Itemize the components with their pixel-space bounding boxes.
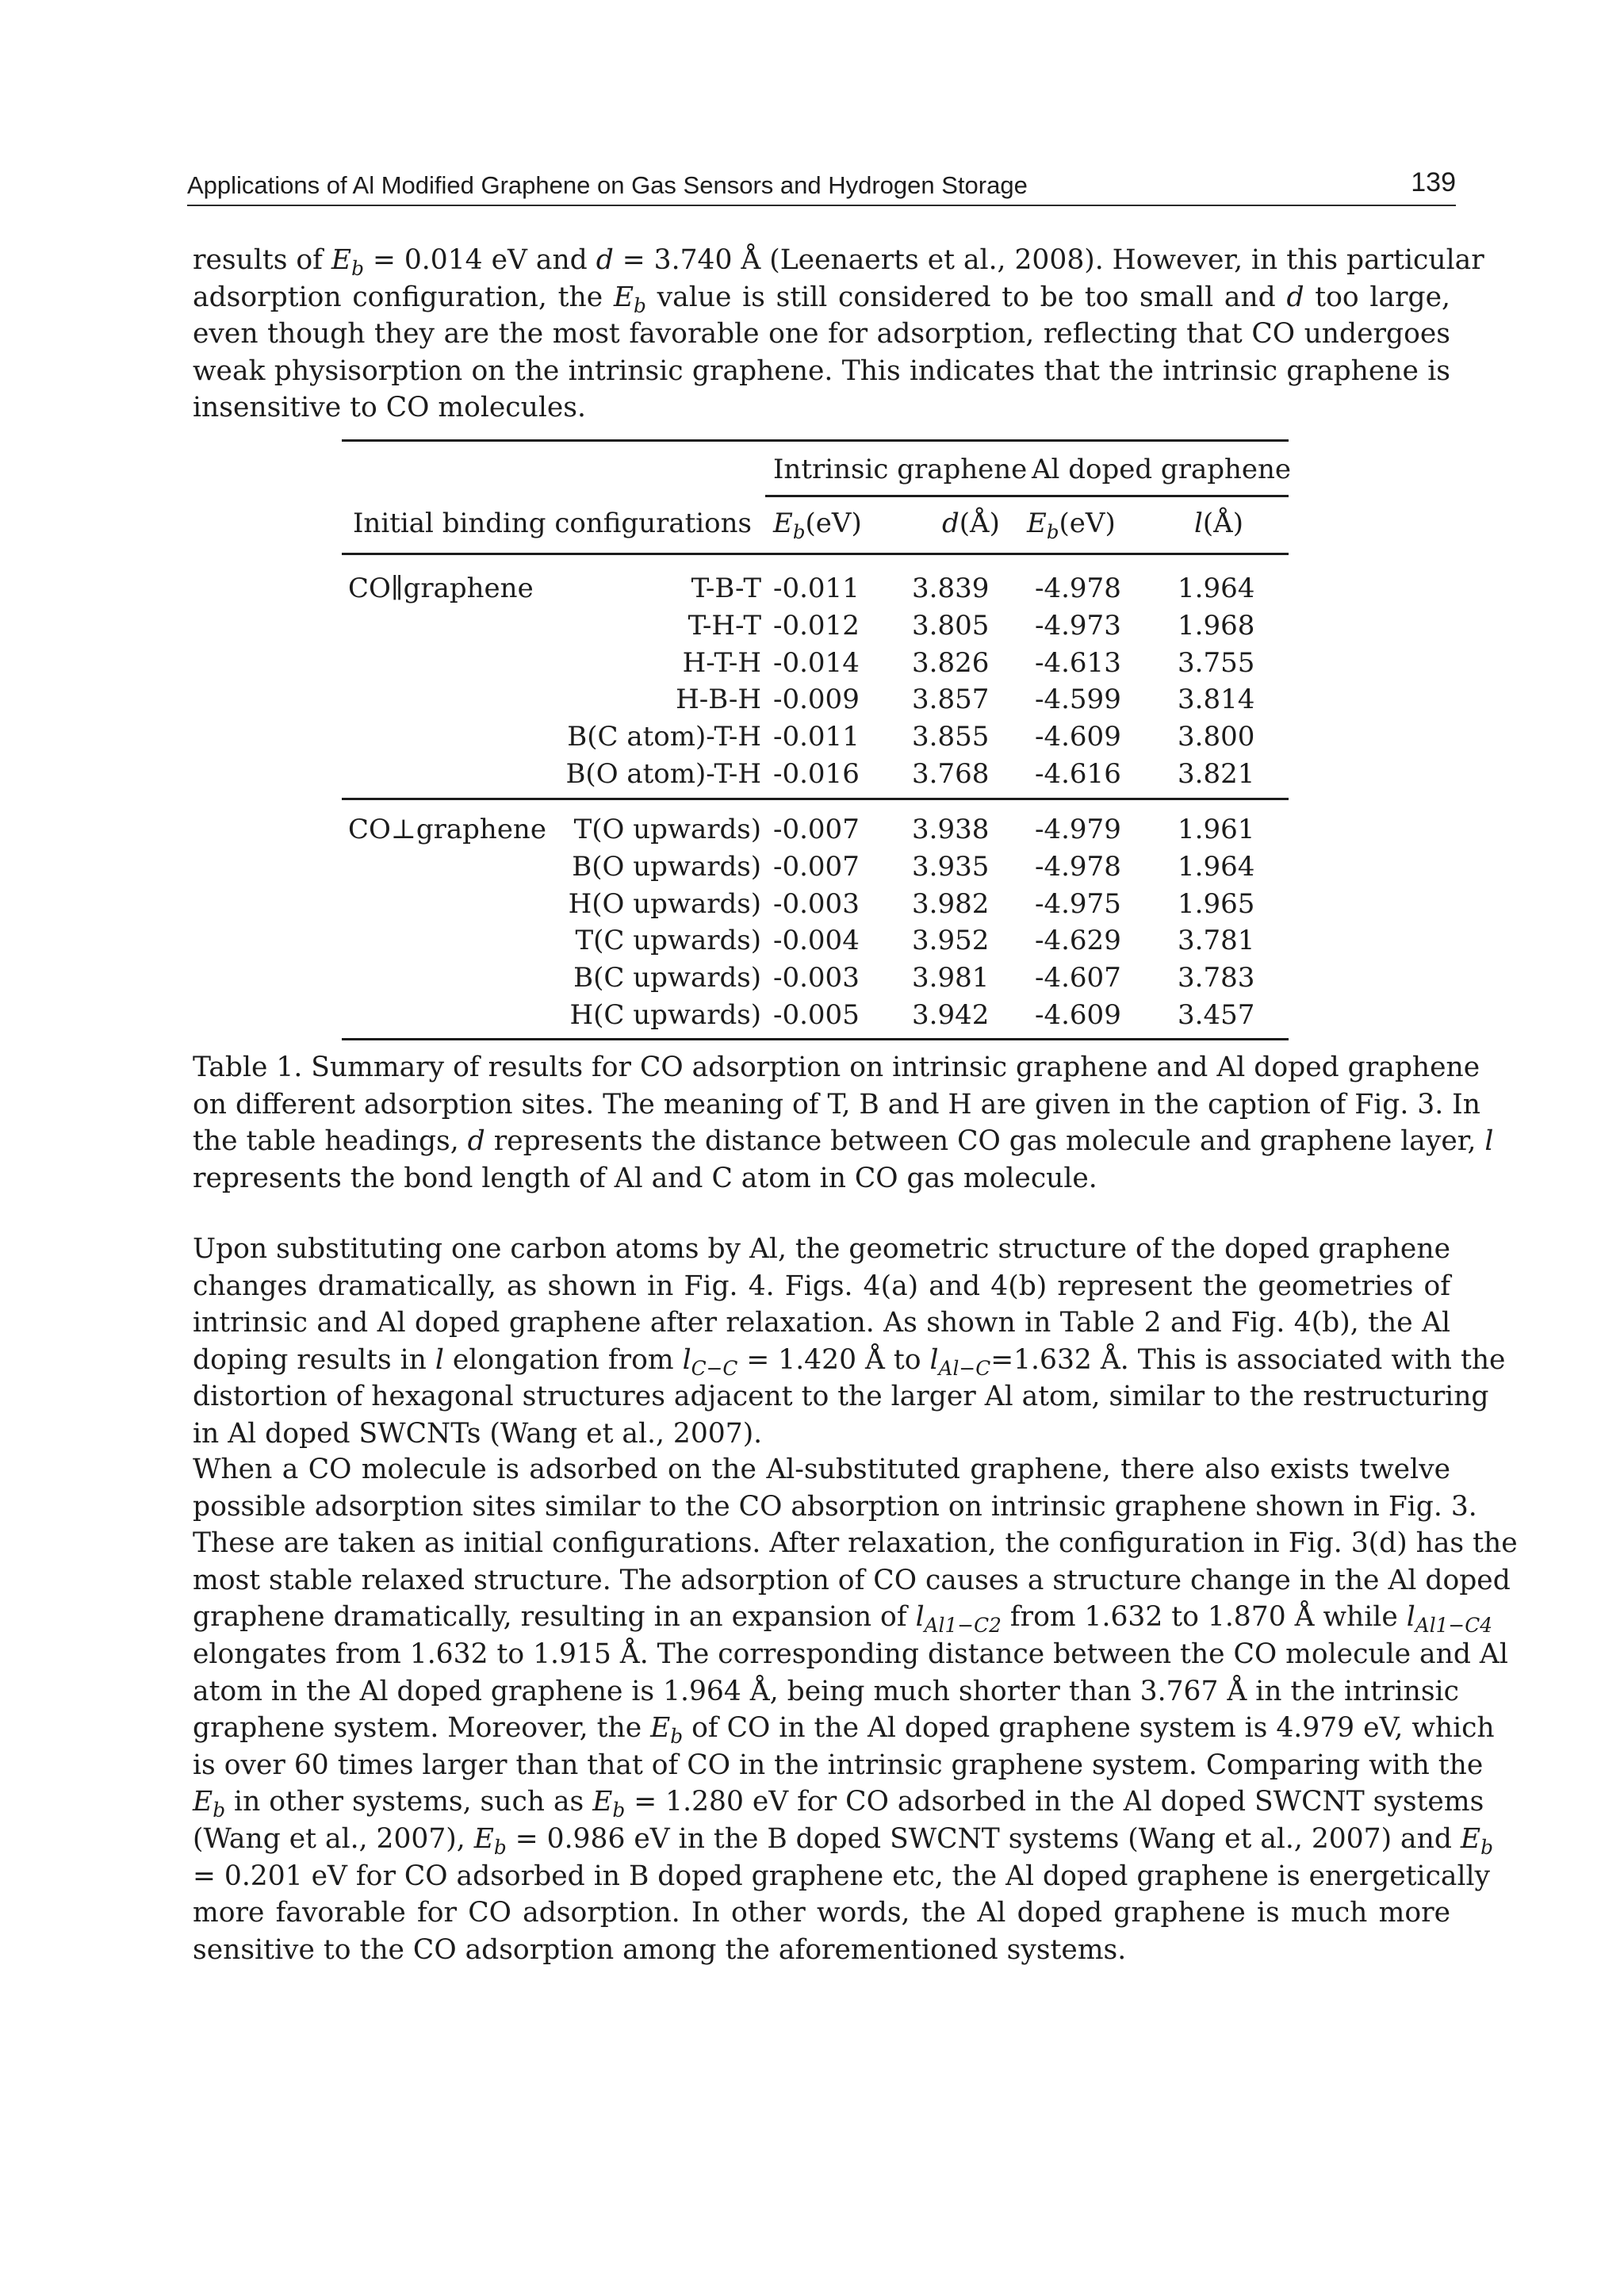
text-run: is over 60 times larger than that of CO in the intrinsic graphene system. Comparing with the xyxy=(193,1749,1484,1781)
column-header xyxy=(773,508,862,543)
table-cell-intrinsic-eb: -0.004 xyxy=(773,925,860,957)
table-cell-al-eb: -4.629 xyxy=(1035,925,1121,957)
table-cell-intrinsic-eb: -0.007 xyxy=(773,814,860,845)
text-run: atom in the Al doped graphene is 1.964 Å, being much shorter than 3.767 Å in the intrinsic xyxy=(193,1675,1459,1707)
text-line xyxy=(193,1160,1450,1197)
text-run: elongation from xyxy=(443,1343,683,1376)
table-cell-site: B(C upwards) xyxy=(573,962,761,994)
text-line xyxy=(193,1488,1477,1526)
table-cell-site: B(O upwards) xyxy=(572,850,761,883)
table-cell-al-eb: -4.609 xyxy=(1035,999,1121,1031)
math-variable: E xyxy=(592,1786,613,1818)
text-run: intrinsic and Al doped graphene after relaxation. As shown in Table 2 and Fig. 4(b), the Al xyxy=(193,1307,1450,1339)
text-line xyxy=(193,1673,1459,1711)
text-run: (Å) xyxy=(959,508,1000,539)
table-cell-al-eb: -4.978 xyxy=(1035,850,1121,883)
table-cell-al-l: 1.965 xyxy=(1178,887,1255,920)
table-cell-intrinsic-eb: -0.003 xyxy=(773,887,860,920)
table-cell-intrinsic-d: 3.935 xyxy=(912,850,990,883)
text-run: graphene dramatically, resulting in an expansion of xyxy=(193,1601,916,1634)
table-cell-intrinsic-d: 3.826 xyxy=(912,646,990,679)
text-run: insensitive to CO molecules. xyxy=(193,392,586,424)
text-line xyxy=(193,1086,1481,1124)
text-line xyxy=(193,1268,1450,1305)
subscript: b xyxy=(213,1799,226,1822)
table-cell-intrinsic-d: 3.982 xyxy=(912,887,990,920)
text-run: (eV) xyxy=(805,508,862,539)
text-line xyxy=(193,1304,1450,1342)
text-line xyxy=(193,1783,1484,1822)
text-run: too large, xyxy=(1304,281,1450,313)
table-cell-intrinsic-d: 3.981 xyxy=(912,962,990,994)
table-cell-al-eb: -4.613 xyxy=(1035,646,1121,679)
table-cell-al-eb: -4.978 xyxy=(1035,573,1121,604)
table-cell-al-eb: -4.979 xyxy=(1035,814,1121,845)
table-cell-intrinsic-eb: -0.011 xyxy=(773,721,860,753)
results-table xyxy=(342,439,1292,1042)
table-cell-intrinsic-eb: -0.009 xyxy=(773,684,860,716)
text-run: = 0.986 eV in the B doped SWCNT systems (Wang et al., 2007) and xyxy=(506,1822,1461,1855)
table-cell-site: B(O atom)-T-H xyxy=(565,758,761,790)
text-line xyxy=(193,1049,1480,1086)
text-line xyxy=(193,389,1450,427)
text-line xyxy=(193,1710,1495,1749)
subscript: b xyxy=(1480,1835,1493,1859)
paragraph-co-adsorption xyxy=(193,1451,1518,1968)
table-cell-al-l: 3.755 xyxy=(1178,646,1255,679)
running-header xyxy=(187,162,1456,206)
table-cell-al-eb: -4.973 xyxy=(1035,609,1121,642)
math-variable: E xyxy=(1460,1822,1481,1855)
text-run: possible adsorption sites similar to the CO absorption on intrinsic graphene shown in Fig. 3. xyxy=(193,1490,1477,1523)
subscript: b xyxy=(634,293,646,317)
math-variable: E xyxy=(193,1786,213,1818)
text-run: weak physisorption on the intrinsic graphene. This indicates that the intrinsic graphene is xyxy=(193,354,1450,387)
subscript: Al1−C4 xyxy=(1415,1614,1493,1638)
text-line xyxy=(193,1451,1450,1488)
text-line xyxy=(193,242,1484,280)
table-cell-al-l: 3.783 xyxy=(1178,962,1255,994)
table-cell-intrinsic-d: 3.805 xyxy=(912,609,990,642)
text-run: When a CO molecule is adsorbed on the Al-substituted graphene, there also exists twelve xyxy=(193,1454,1450,1485)
row-header: Initial binding configurations xyxy=(353,508,752,539)
text-line xyxy=(193,1342,1506,1380)
text-run: (Wang et al., 2007), xyxy=(193,1822,474,1855)
math-variable: d xyxy=(467,1125,485,1158)
table-cell-site: B(C atom)-T-H xyxy=(567,721,761,753)
table-cell-site: H-B-H xyxy=(676,684,761,716)
text-line xyxy=(193,1525,1518,1562)
text-run: adsorption configuration, the xyxy=(193,281,614,313)
table-cell-al-l: 3.457 xyxy=(1178,999,1255,1031)
text-line xyxy=(193,1378,1489,1416)
table-header-rule xyxy=(342,553,1289,555)
text-run: = 3.740 Å (Leenaerts et al., 2008). However, in this particular xyxy=(613,244,1484,276)
table-cell-intrinsic-eb: -0.005 xyxy=(773,999,860,1031)
table-cell-al-l: 1.964 xyxy=(1178,850,1255,883)
page-number: 139 xyxy=(1411,167,1456,197)
subscript: b xyxy=(792,519,806,543)
text-run: Table 1. Summary of results for CO adsorption on intrinsic graphene and Al doped graphene xyxy=(193,1052,1480,1083)
math-variable: E xyxy=(473,1822,494,1855)
text-run: represents the bond length of Al and C atom in CO gas molecule. xyxy=(193,1162,1097,1194)
text-line xyxy=(193,1747,1484,1784)
table-cell-al-l: 1.961 xyxy=(1178,814,1255,845)
math-variable: E xyxy=(1027,508,1047,539)
text-line xyxy=(193,1932,1450,1969)
text-line xyxy=(193,1858,1491,1895)
text-run: more favorable for CO adsorption. In other words, the Al doped graphene is much more xyxy=(193,1897,1450,1929)
text-run: from 1.632 to 1.870 Å while xyxy=(1001,1601,1407,1634)
text-line xyxy=(193,353,1450,390)
text-run: = 1.280 eV for CO adsorbed in the Al doped SWCNT systems xyxy=(625,1786,1484,1818)
table-cell-intrinsic-d: 3.855 xyxy=(912,721,990,753)
table-cell-intrinsic-eb: -0.011 xyxy=(773,573,860,604)
table-cell-site: T(O upwards) xyxy=(573,814,761,845)
running-title: Applications of Al Modified Graphene on Gas Sensors and Hydrogen Storage xyxy=(187,171,1028,199)
table-cell-site: T-B-T xyxy=(691,573,761,604)
text-run: elongates from 1.632 to 1.915 Å. The corresponding distance between the CO molecule and Al xyxy=(193,1638,1508,1670)
text-run: in other systems, such as xyxy=(225,1786,593,1818)
al-doped-graphene-header: Al doped graphene xyxy=(1032,454,1292,485)
text-run: results of xyxy=(193,244,331,276)
text-run: on different adsorption sites. The meaning of T, B and H are given in the caption of Fig. 3. In xyxy=(193,1088,1481,1121)
text-run: (Å) xyxy=(1202,508,1243,539)
text-line xyxy=(193,1636,1508,1673)
table-cell-al-eb: -4.975 xyxy=(1035,887,1121,920)
table-cell-al-l: 3.781 xyxy=(1178,925,1255,957)
table-cell-al-eb: -4.616 xyxy=(1035,758,1121,790)
math-variable: l xyxy=(1406,1601,1415,1634)
math-variable: l xyxy=(682,1343,691,1376)
table-cell-intrinsic-eb: -0.003 xyxy=(773,962,860,994)
subscript: b xyxy=(670,1725,684,1749)
table-cell-site: T-H-T xyxy=(688,609,761,642)
table-cell-site: T(C upwards) xyxy=(575,925,761,957)
subscript: Al−C xyxy=(938,1356,991,1380)
subscript: b xyxy=(493,1835,507,1859)
math-variable: l xyxy=(929,1343,939,1376)
text-line xyxy=(193,1821,1493,1859)
table-cell-intrinsic-d: 3.768 xyxy=(912,758,990,790)
table-group-divider xyxy=(342,798,1289,800)
table-cell-intrinsic-eb: -0.016 xyxy=(773,758,860,790)
text-run: These are taken as initial configurations. After relaxation, the configuration in Fig. 3(d) has the xyxy=(193,1527,1518,1560)
table-cell-al-l: 3.800 xyxy=(1178,721,1255,753)
table-cell-intrinsic-eb: -0.012 xyxy=(773,609,860,642)
subscript: Al1−C2 xyxy=(924,1614,1002,1638)
table-cell-al-l: 3.814 xyxy=(1178,684,1255,716)
table-cell-al-eb: -4.599 xyxy=(1035,684,1121,716)
text-run: (eV) xyxy=(1059,508,1116,539)
table-cell-al-l: 1.964 xyxy=(1178,573,1255,604)
math-variable: E xyxy=(331,244,352,276)
table-cell-site: H-T-H xyxy=(682,646,761,679)
text-run: even though they are the most favorable one for adsorption, reflecting that CO undergoes xyxy=(193,318,1450,351)
math-variable: E xyxy=(650,1712,671,1745)
table-cell-site: H(O upwards) xyxy=(568,887,761,920)
table-cell-al-eb: -4.607 xyxy=(1035,962,1121,994)
subscript: b xyxy=(612,1799,626,1822)
table-cell-al-l: 1.968 xyxy=(1178,609,1255,642)
table-bottom-rule xyxy=(342,1038,1289,1040)
text-run: graphene system. Moreover, the xyxy=(193,1712,651,1745)
group-label: CO∥graphene xyxy=(348,573,534,604)
column-header xyxy=(1027,508,1116,543)
math-variable: l xyxy=(1484,1125,1494,1158)
column-header xyxy=(942,508,1000,539)
math-variable: E xyxy=(773,508,793,539)
table-cell-intrinsic-d: 3.952 xyxy=(912,925,990,957)
math-variable: E xyxy=(613,281,634,313)
math-variable: l xyxy=(1194,508,1203,539)
subscript: b xyxy=(1046,519,1059,543)
text-run: the table headings, xyxy=(193,1125,468,1158)
text-run: sensitive to the CO adsorption among the aforementioned systems. xyxy=(193,1933,1127,1966)
text-run: most stable relaxed structure. The adsorption of CO causes a structure change in the Al doped xyxy=(193,1564,1511,1596)
text-run: in Al doped SWCNTs (Wang et al., 2007). xyxy=(193,1417,763,1450)
text-run: = 0.201 eV for CO adsorbed in B doped graphene etc, the Al doped graphene is energetically xyxy=(193,1860,1491,1892)
text-line xyxy=(193,316,1450,353)
table-top-rule xyxy=(342,439,1289,442)
paragraph-al-substitution xyxy=(193,1231,1506,1453)
text-run: distortion of hexagonal structures adjacent to the larger Al atom, similar to the restructuring xyxy=(193,1381,1489,1413)
text-line xyxy=(193,1416,1450,1453)
subscript: b xyxy=(351,256,365,280)
table-cell-al-eb: -4.609 xyxy=(1035,721,1121,753)
text-run: represents the distance between CO gas molecule and graphene layer, xyxy=(485,1125,1485,1158)
group-label: CO⊥graphene xyxy=(348,814,546,845)
text-line xyxy=(193,1231,1450,1268)
table-cell-intrinsic-eb: -0.007 xyxy=(773,850,860,883)
table-cell-intrinsic-d: 3.839 xyxy=(912,573,990,604)
math-variable: d xyxy=(942,508,959,539)
table-cell-intrinsic-d: 3.857 xyxy=(912,684,990,716)
text-run: = 0.014 eV and xyxy=(364,244,596,276)
text-run: doping results in xyxy=(193,1343,435,1376)
text-line xyxy=(193,279,1450,316)
text-line xyxy=(193,1562,1511,1599)
math-variable: d xyxy=(1286,281,1304,313)
table-cell-intrinsic-eb: -0.014 xyxy=(773,646,860,679)
table-caption xyxy=(193,1049,1494,1197)
text-run: =1.632 Å. This is associated with the xyxy=(990,1343,1506,1376)
column-header xyxy=(1194,508,1243,539)
table-cell-intrinsic-d: 3.942 xyxy=(912,999,990,1031)
table-cell-al-l: 3.821 xyxy=(1178,758,1255,790)
text-line xyxy=(193,1123,1494,1160)
text-run: value is still considered to be too small and xyxy=(645,281,1287,313)
math-variable: d xyxy=(596,244,614,276)
paragraph-intro xyxy=(193,242,1484,427)
text-line xyxy=(193,1894,1450,1932)
subscript: C−C xyxy=(691,1356,738,1380)
text-line xyxy=(193,1599,1493,1638)
table-cell-intrinsic-d: 3.938 xyxy=(912,814,990,845)
text-run: Upon substituting one carbon atoms by Al, the geometric structure of the doped graphene xyxy=(193,1233,1450,1265)
text-run: = 1.420 Å to xyxy=(737,1343,930,1376)
table-cell-site: H(C upwards) xyxy=(569,999,761,1031)
table-group-rule xyxy=(765,495,1289,497)
math-variable: l xyxy=(915,1601,925,1634)
math-variable: l xyxy=(435,1343,444,1376)
text-run: changes dramatically, as shown in Fig. 4. Figs. 4(a) and 4(b) represent the geometries of xyxy=(193,1270,1450,1302)
text-run: of CO in the Al doped graphene system is 4.979 eV, which xyxy=(683,1712,1495,1745)
intrinsic-graphene-header: Intrinsic graphene xyxy=(773,454,1028,485)
